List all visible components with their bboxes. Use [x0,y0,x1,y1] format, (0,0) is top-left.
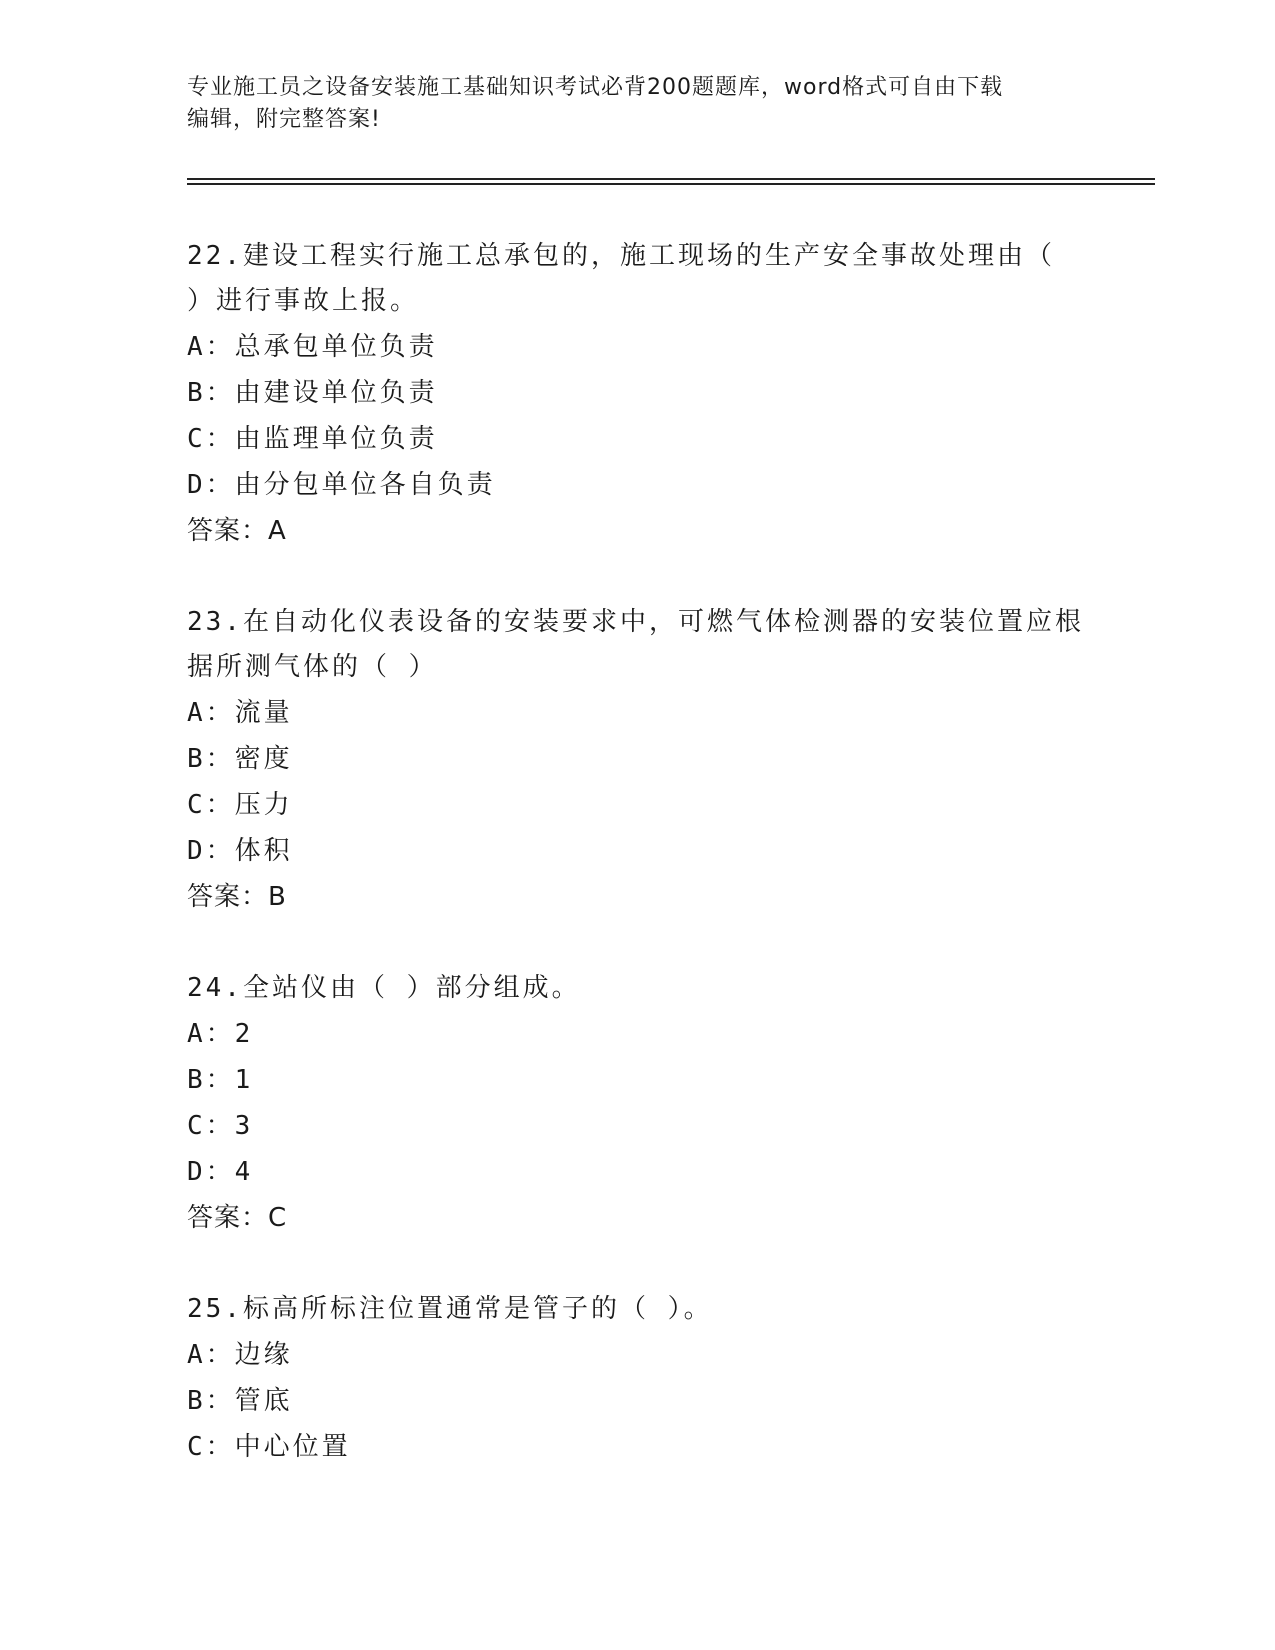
document-header [187,72,1067,136]
question-stem-line: ）进行事故上报。 [187,286,420,316]
option-b: B：管底 [187,1386,293,1416]
header-divider-top [187,178,1155,180]
header-line-1: 专业施工员之设备安装施工基础知识考试必背200题题库，word格式可自由下载 [187,75,1004,100]
question-stem-line: 22.建设工程实行施工总承包的，施工现场的生产安全事故处理由（ [187,241,1055,271]
answer-line: 答案：A [187,516,287,546]
header-line-2: 编辑，附完整答案! [187,107,381,132]
option-b: B：密度 [187,744,293,774]
option-c: C：中心位置 [187,1432,351,1462]
option-a: A：流量 [187,698,293,728]
question-stem [187,600,1087,690]
question-22 [187,234,1087,554]
question-stem [187,1287,1087,1332]
question-stem-line: 23.在自动化仪表设备的安装要求中，可燃气体检测器的安装位置应根 [187,607,1084,637]
option-d: D：由分包单位各自负责 [187,470,496,500]
question-list [187,234,1087,1516]
question-23 [187,600,1087,920]
question-25 [187,1287,1087,1470]
option-d: D：体积 [187,836,293,866]
option-b: B：1 [187,1065,254,1095]
option-c: C：3 [187,1111,254,1141]
question-stem-line: 25.标高所标注位置通常是管子的（ ）。 [187,1294,713,1324]
option-c: C：压力 [187,790,293,820]
question-stem-line: 24.全站仪由（ ）部分组成。 [187,973,581,1003]
option-c: C：由监理单位负责 [187,424,438,454]
question-stem [187,966,1087,1011]
option-a: A：边缘 [187,1340,293,1370]
answer-line: 答案：C [187,1203,288,1233]
answer-line: 答案：B [187,882,287,912]
option-b: B：由建设单位负责 [187,378,438,408]
question-stem [187,234,1087,324]
question-24 [187,966,1087,1241]
option-a: A：2 [187,1019,254,1049]
option-d: D：4 [187,1157,254,1187]
header-divider-bottom [187,183,1155,185]
question-stem-line: 据所测气体的（ ） [187,652,438,682]
option-a: A：总承包单位负责 [187,332,438,362]
